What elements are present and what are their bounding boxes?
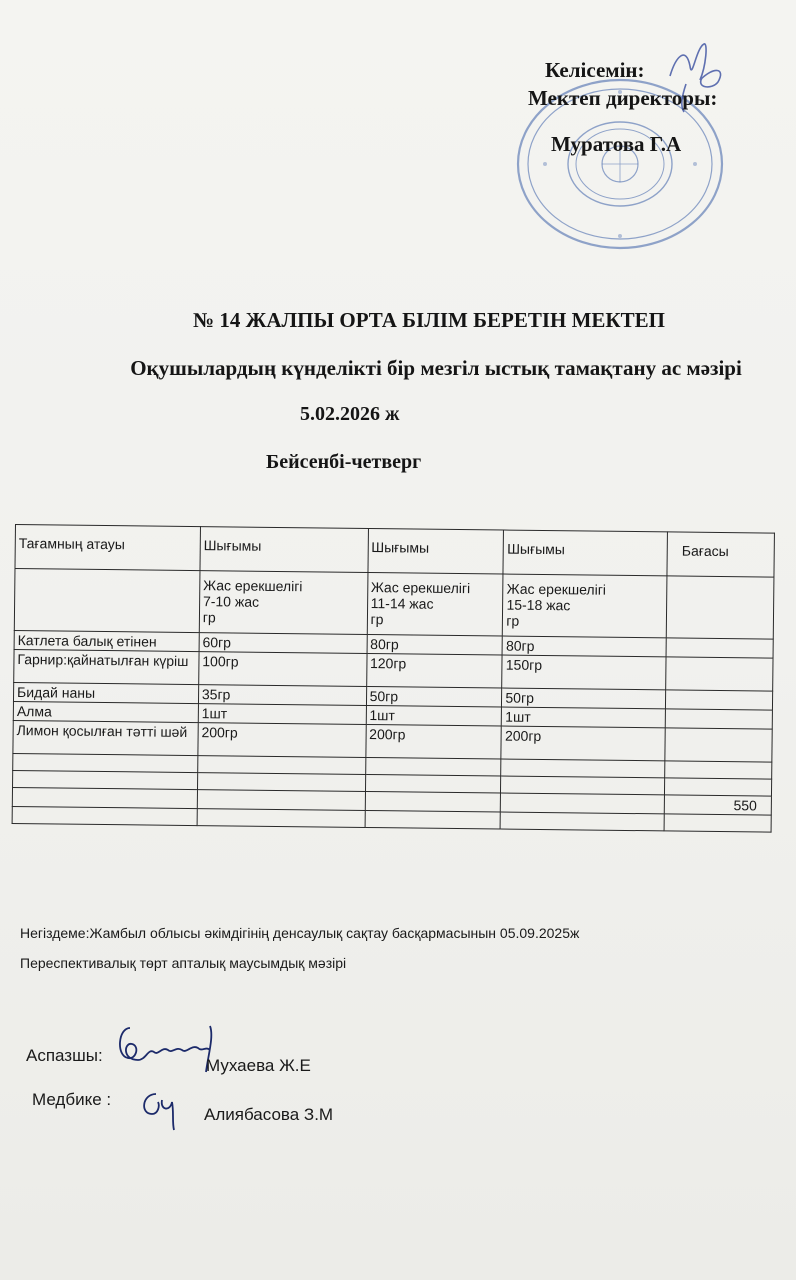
menu-title: Оқушылардың күнделікті бір мезгіл ыстық тамақтану ас мәзірі	[130, 356, 742, 380]
menu-table	[12, 524, 775, 833]
yield-cell: 80гр	[502, 636, 666, 657]
price-cell	[666, 690, 773, 710]
nurse-label: Медбике :	[32, 1090, 112, 1109]
dish-name: Бидай наны	[13, 682, 198, 703]
header-price: Бағасы	[667, 532, 774, 577]
nurse-signature-icon	[136, 1086, 186, 1132]
dish-name: Катлета балық етінен	[14, 630, 199, 651]
yield-cell: 50гр	[366, 686, 502, 707]
cook-label: Аспазшы:	[26, 1046, 103, 1065]
yield-cell: 150гр	[502, 655, 666, 690]
yield-cell: 60гр	[199, 633, 367, 654]
yield-cell: 120гр	[366, 653, 502, 688]
dish-name: Лимон қосылған тәтті шәй	[13, 720, 198, 755]
yield-cell: 200гр	[198, 723, 366, 758]
basis-line-2: Переспективалық төрт апталық маусымдық мәзірі	[20, 955, 347, 971]
price-cell	[666, 638, 773, 658]
yield-cell: 35гр	[198, 685, 366, 706]
approval-block	[500, 58, 780, 156]
menu-date: 5.02.2026 ж	[300, 403, 400, 425]
age-group-row	[14, 569, 774, 640]
total-price: 550	[664, 795, 771, 815]
nurse-name: Алиябасова З.М	[204, 1105, 334, 1124]
age-group-1: Жас ерекшелігі 7-10 жас гр	[199, 571, 367, 635]
header-yield-3: Шығымы	[503, 530, 667, 576]
yield-cell: 1шт	[366, 705, 502, 726]
yield-cell: 1шт	[502, 707, 666, 728]
yield-cell: 1шт	[198, 704, 366, 725]
basis-note	[20, 916, 579, 980]
yield-cell: 80гр	[367, 634, 503, 655]
header-dish-name: Тағамның атауы	[15, 525, 200, 571]
header-yield-2: Шығымы	[368, 529, 504, 575]
yield-cell: 200гр	[501, 726, 665, 761]
basis-line-1: Негіздеме:Жамбыл облысы әкімдігінің денсаулық сақтау басқармасынын 05.09.2025ж	[20, 925, 580, 941]
yield-cell: 100гр	[199, 652, 367, 687]
menu-weekday: Бейсенбі-четверг	[266, 451, 422, 473]
approval-position: Мектеп директоры:	[528, 86, 718, 110]
age-group-3: Жас ерекшелігі 15-18 жас гр	[503, 574, 667, 638]
yield-cell: 50гр	[502, 688, 666, 709]
dish-name: Гарнир:қайнатылған күріш	[14, 649, 199, 684]
approval-agree: Келісемін:	[545, 58, 645, 82]
price-cell	[665, 728, 772, 762]
header-yield-1: Шығымы	[200, 527, 368, 573]
dish-name: Алма	[13, 701, 198, 722]
price-cell	[665, 709, 772, 729]
price-cell	[666, 657, 773, 691]
cook-name: Мухаева Ж.Е	[206, 1056, 311, 1075]
yield-cell: 200гр	[365, 724, 501, 759]
school-title: № 14 ЖАЛПЫ ОРТА БІЛІМ БЕРЕТІН МЕКТЕП	[192, 308, 666, 332]
approval-director-name: Муратова Г.А	[551, 132, 682, 156]
age-group-2: Жас ерекшелігі 11-14 жас гр	[367, 573, 504, 637]
